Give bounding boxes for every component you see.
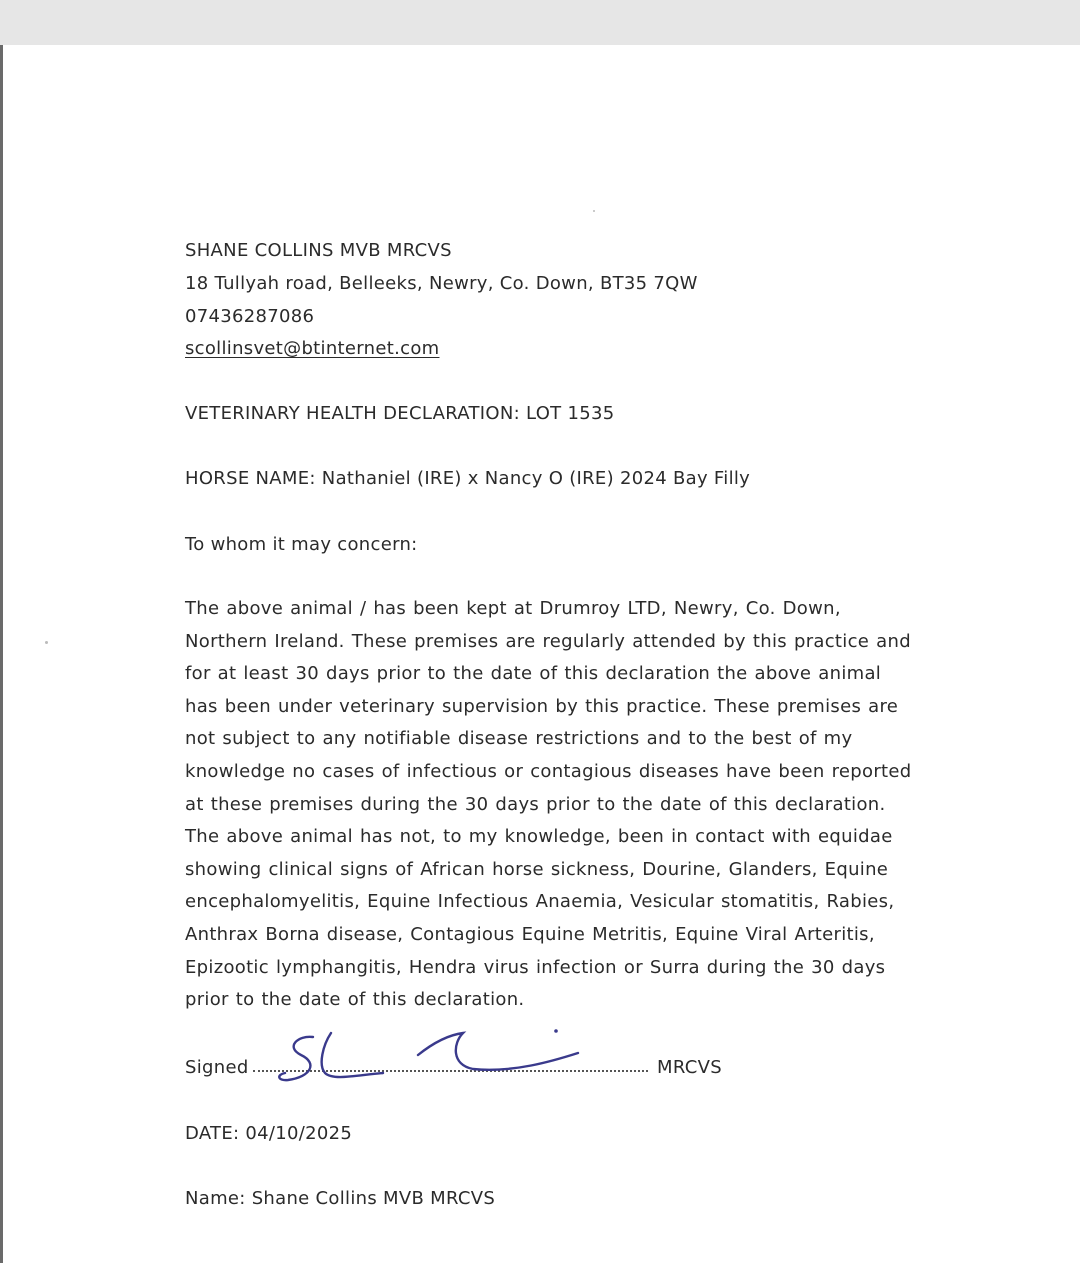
signature-stroke-l [322,1033,383,1077]
horse-name: HORSE NAME: Nathaniel (IRE) x Nancy O (IRE) 2024 Bay Filly [185,468,751,489]
viewer-top-band [0,0,1080,45]
sender-name: SHANE COLLINS MVB MRCVS [185,240,452,261]
name-line: Name: Shane Collins MVB MRCVS [185,1188,496,1209]
date-line: DATE: 04/10/2025 [185,1123,353,1144]
sender-address: 18 Tullyah road, Belleeks, Newry, Co. Down, BT35 7QW [185,273,698,294]
scan-speck [593,210,595,212]
signed-label: Signed [185,1057,249,1078]
declaration-title: VETERINARY HEALTH DECLARATION: LOT 1535 [185,403,615,424]
sender-phone: 07436287086 [185,306,315,327]
sender-email-link[interactable]: scollinsvet@btinternet.com [185,338,440,359]
signature-stroke-s [279,1037,313,1080]
salutation: To whom it may concern: [185,534,418,555]
signature-stroke-c [418,1033,578,1070]
handwritten-signature [273,1025,603,1095]
signed-suffix: MRCVS [657,1057,722,1078]
declaration-body: The above animal / has been kept at Drumroy LTD, Newry, Co. Down, Northern Ireland. These premises are regularly attended by this practice and for at least 30 days prior to the date of this declaration the above animal has been under veterinary supervision by this practice. These premises are not subject to any notifiable disease restrictions and to the best of my knowledge no cases of infectious or contagious diseases have been reported at these premises during the 30 days prior to the date of this declaration. The above animal has not, to my knowledge, been in contact with equidae showing clinical signs of African horse sickness, Dourine, Glanders, Equine encephalomyelitis, Equine Infectious Anaemia, Vesicular stomatitis, Rabies, Anthrax Borna disease, Contagious Equine Metritis, Equine Viral Arteritis, Epizootic lymphangitis, Hendra virus infection or Surra during the 30 days prior to the date of this declaration. [185,598,912,1011]
signature-dot [554,1029,558,1033]
document-page [3,45,1080,1263]
scan-speck [45,641,48,644]
